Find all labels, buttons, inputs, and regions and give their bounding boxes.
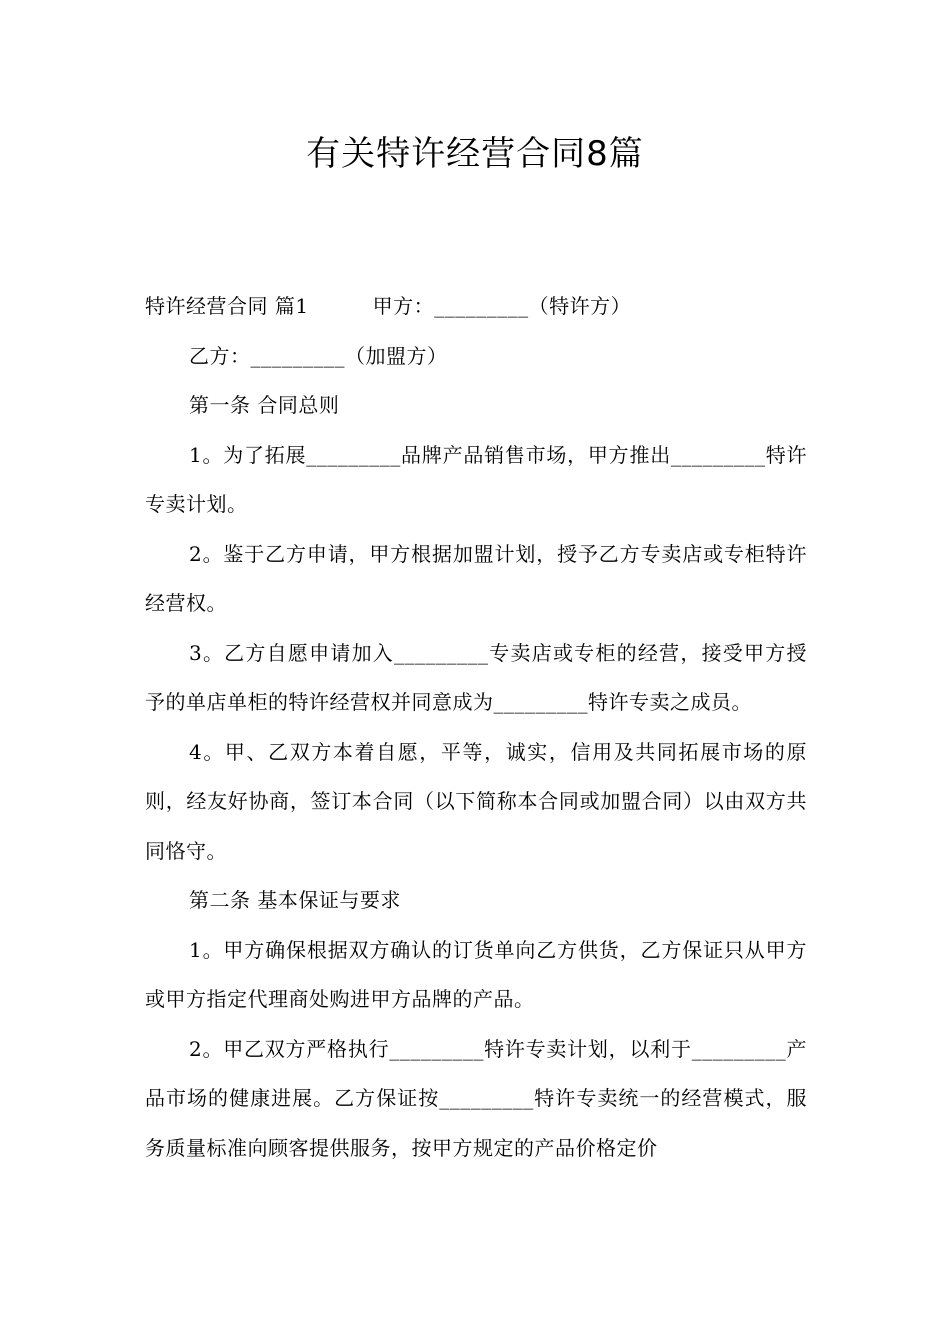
clause-paragraph: 2。甲乙双方严格执行_________特许专卖计划，以利于_________产品市场的健康进展。乙方保证按_________特许专卖统一的经营模式，服务质量标准向顾客提供服务，按甲方规定的产品价格定价 bbox=[145, 1036, 807, 1160]
clause-paragraph: 1。为了拓展_________品牌产品销售市场，甲方推出_________特许专卖计划。 bbox=[145, 442, 807, 516]
article-heading: 第二条 基本保证与要求 bbox=[189, 888, 401, 912]
document-body bbox=[145, 282, 807, 1173]
contract-heading-line bbox=[145, 282, 807, 332]
party-a-line: 甲方：_________（特许方） bbox=[372, 294, 632, 318]
clause-paragraph: 1。甲方确保根据双方确认的订货单向乙方供货，乙方保证只从甲方或甲方指定代理商处购进甲方品牌的产品。 bbox=[145, 937, 807, 1011]
party-b-line: 乙方：_________（加盟方） bbox=[189, 343, 448, 368]
contract-section-label: 特许经营合同 篇1 bbox=[145, 294, 309, 318]
clause-paragraph: 2。鉴于乙方申请，甲方根据加盟计划，授予乙方专卖店或专柜特许经营权。 bbox=[145, 541, 807, 615]
clause-paragraph: 3。乙方自愿申请加入_________专卖店或专柜的经营，接受甲方授予的单店单柜的特许经营权并同意成为_________特许专卖之成员。 bbox=[145, 640, 807, 714]
article-heading: 第一条 合同总则 bbox=[189, 393, 340, 417]
clause-paragraph: 4。甲、乙双方本着自愿，平等，诚实，信用及共同拓展市场的原则，经友好协商，签订本合同（以下简称本合同或加盟合同）以由双方共同恪守。 bbox=[145, 739, 807, 863]
document-title: 有关特许经营合同8篇 bbox=[306, 134, 644, 174]
